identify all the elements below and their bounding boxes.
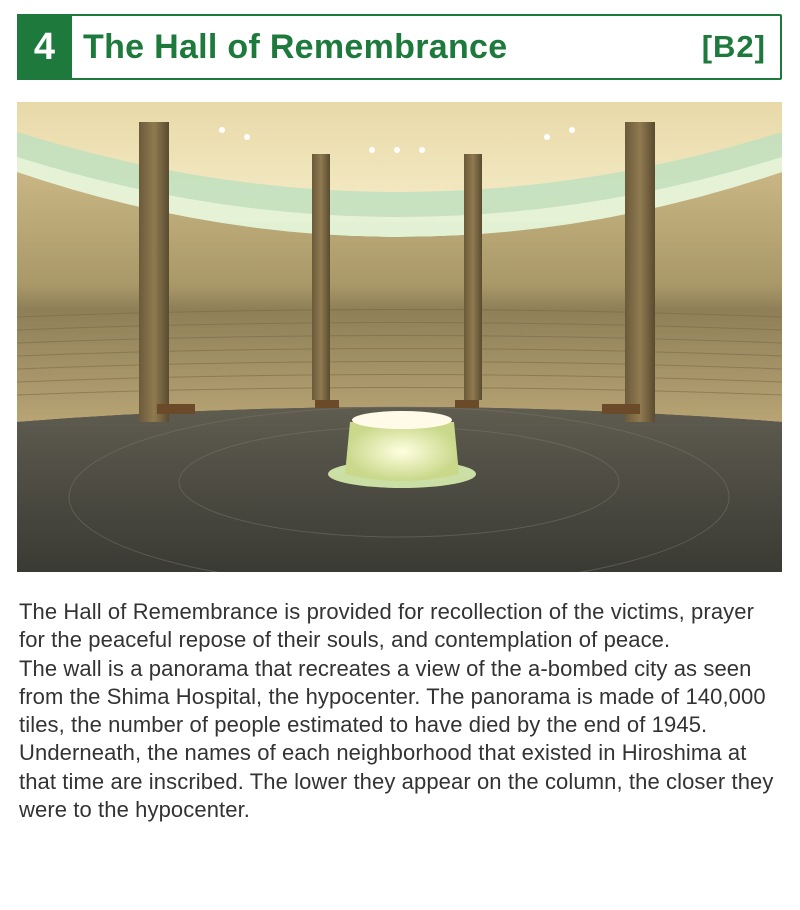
paragraph: The wall is a panorama that recreates a view of the a-bombed city as seen from the Shima Hospital, the hypocenter. The panorama is made of 140,000 tiles, the number of people estimated to have died by the end of 1945.: [19, 655, 766, 738]
hall-photo: [17, 102, 782, 572]
location-code: [B2]: [701, 29, 766, 64]
paragraph: Underneath, the names of each neighborhood that existed in Hiroshima at that time are inscribed. The lower they appear on the column, the closer they were to the hypocenter.: [19, 740, 774, 823]
section-header: [17, 14, 782, 80]
section-number: 4: [17, 14, 72, 80]
paragraph: The Hall of Remembrance is provided for recollection of the victims, prayer for the peaceful repose of their souls, and contemplation of peace.: [19, 599, 755, 653]
description-text: [19, 598, 779, 824]
section-title: The Hall of Remembrance: [83, 28, 508, 66]
